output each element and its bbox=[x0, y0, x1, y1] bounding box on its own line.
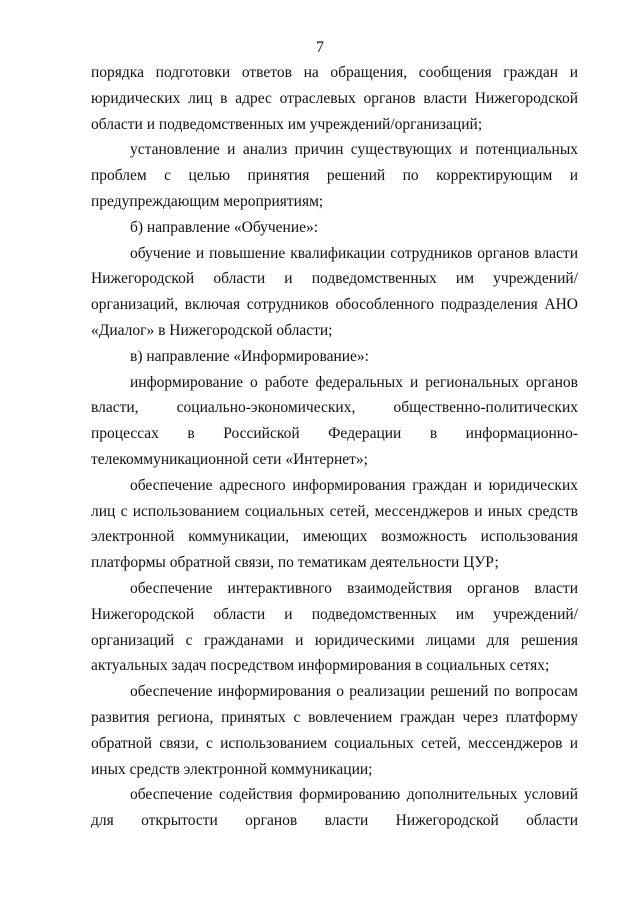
paragraph-informing-authorities: информирование о работе федеральных и региональных органов власти, социально-экономических, общественно-политических процессах в Российской Федерации в информационно-телекоммуникационной сети «Интернет»; bbox=[91, 373, 578, 468]
paragraph-training: обучение и повышение квалификации сотрудников органов власти Нижегородской области и подведомственных им учреждений/организаций, включая сотрудников обособленного подразделения АНО «Диалог» в Нижегородской области; bbox=[91, 244, 578, 339]
paragraph-openness-conditions: обеспечение содействия формированию дополнительных условий для открытости органов власти Нижегородской области bbox=[91, 786, 578, 830]
paragraph-decision-informing: обеспечение информирования о реализации решений по вопросам развития региона, принятых с вовлечением граждан через платформу обратной связи, с использованием социальных сетей, мессенджеров и иных средств электронной коммуникации; bbox=[91, 683, 578, 778]
paragraph-heading-training: б) направление «Обучение»: bbox=[130, 218, 319, 236]
page-number: 7 bbox=[316, 39, 324, 56]
paragraph-root-cause-analysis: установление и анализ причин существующих и потенциальных проблем с целью принятия решений по корректирующим и предупреждающим мероприятиям; bbox=[91, 141, 578, 210]
paragraph-continuation: порядка подготовки ответов на обращения, сообщения граждан и юридических лиц в адрес отраслевых органов власти Нижегородской области и подведомственных им учреждений/организаций; bbox=[91, 64, 578, 133]
document-body bbox=[91, 60, 578, 834]
paragraph-targeted-informing: обеспечение адресного информирования граждан и юридических лиц с использованием социальных сетей, мессенджеров и иных средств электронной коммуникации, имеющих возможность использования платформы обратной связи, по тематикам деятельности ЦУР; bbox=[91, 476, 578, 572]
paragraph-interactive-interaction: обеспечение интерактивного взаимодействия органов власти Нижегородской области и подведомственных им учреждений/организаций с гражданами и юридическими лицами для решения актуальных задач посредством информирования в социальных сетях; bbox=[91, 579, 578, 675]
paragraph-heading-informing: в) направление «Информирование»: bbox=[130, 347, 369, 365]
